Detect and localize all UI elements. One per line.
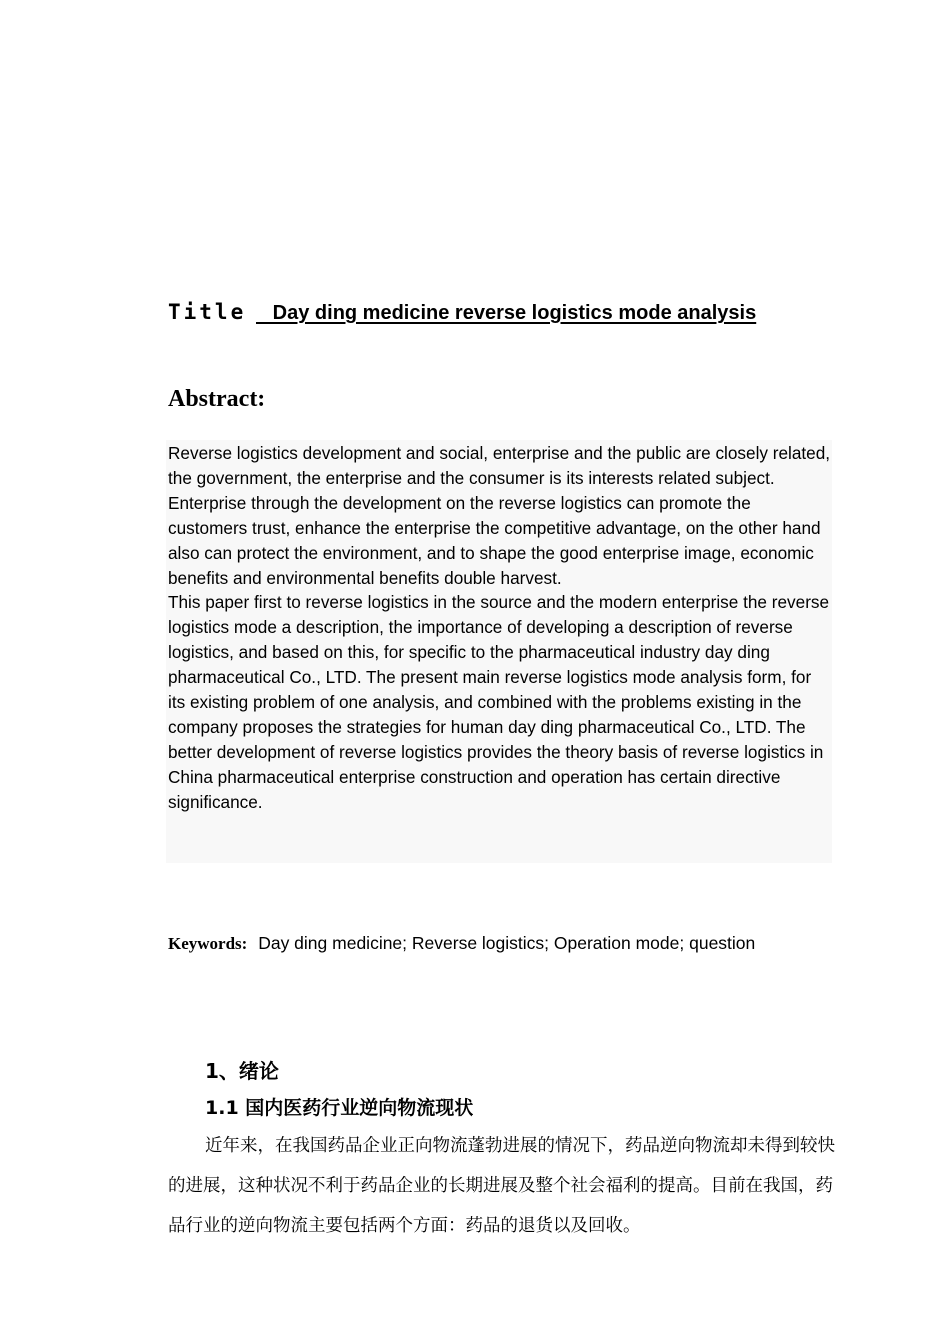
title-label: Title (168, 300, 247, 324)
section-heading: 1、绪论 (205, 1059, 279, 1083)
abstract-paragraph: This paper first to reverse logistics in the source and the modern enterprise the reverse logistics mode a description, the importance of developing a description of reverse logistics, and based on this, for specific to the pharmaceutical industry day ding pharmaceutical Co., LTD. The present main reverse logistics mode analysis form, for its existing problem of one analysis, and combined with the problems existing in the company proposes the strategies for human day ding pharmaceutical Co., LTD. The better development of reverse logistics provides the theory basis of reverse logistics in China pharmaceutical enterprise construction and operation has certain directive significance. (168, 592, 830, 812)
paper-title: Day ding medicine reverse logistics mode analysis (256, 302, 757, 324)
body-paragraph: 近年来，在我国药品企业正向物流蓬勃进展的情况下，药品逆向物流却未得到较快的进展，这种状况不利于药品企业的长期进展及整个社会福利的提高。目前在我国，药品行业的逆向物流主要包括两个方面：药品的退货以及回收。 (168, 1136, 835, 1236)
keywords (168, 933, 848, 954)
abstract-body (166, 440, 832, 863)
subsection-heading: 1.1 国内医药行业逆向物流现状 (205, 1097, 474, 1119)
keywords-label: Keywords: (168, 934, 248, 953)
abstract-paragraph: Reverse logistics development and social, enterprise and the public are closely related, the government, the enterprise and the consumer is its interests related subject. Enterprise through the development on the reverse logistics can promote the customers trust, enhance the enterprise the competitive advantage, on the other hand also can protect the environment, and to shape the good enterprise image, economic benefits and environmental benefits double harvest. (168, 443, 831, 588)
title-row (168, 300, 828, 334)
abstract-heading: Abstract: (168, 386, 266, 412)
keywords-text: Day ding medicine; Reverse logistics; Operation mode; question (258, 933, 756, 953)
